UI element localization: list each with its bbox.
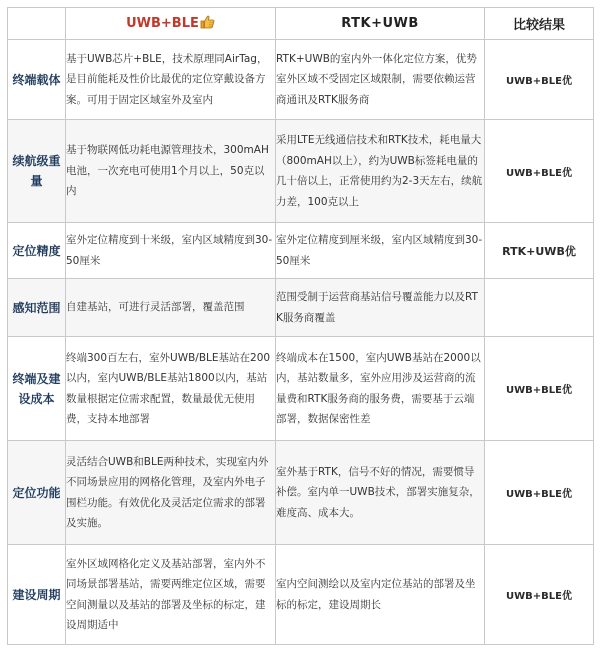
- result-cell: UWB+BLE优: [485, 337, 594, 441]
- header-result-label: 比较结果: [512, 18, 565, 33]
- table-row: [8, 441, 594, 545]
- rtk-cell: 室外基于RTK，信号不好的情况，需要惯导补偿。室内单一UWB技术，部署实施复杂，难度高、成本大。: [276, 441, 485, 545]
- uwb-cell: 基于UWB芯片+BLE，技术原理同AirTag，是目前能耗及性价比最优的定位穿戴设备方案。可用于固定区域室外及室内: [66, 40, 276, 120]
- rtk-cell: 采用LTE无线通信技术和RTK技术，耗电量大（800mAH以上），约为UWB标签耗电量的几十倍以上，正常使用约为2-3天左右，续航力差，100克以上: [276, 120, 485, 223]
- row-label: 感知范围: [8, 279, 66, 337]
- result-cell: RTK+UWB优: [485, 223, 594, 279]
- rtk-cell: RTK+UWB的室内外一体化定位方案，优势室外区域不受固定区域限制，需要依赖运营商通讯及RTK服务商: [276, 40, 485, 120]
- rtk-cell: 室外定位精度到厘米级，室内区域精度到30-50厘米: [276, 223, 485, 279]
- uwb-cell: 基于物联网低功耗电源管理技术，300mAH电池，一次充电可使用1个月以上，50克以内: [66, 120, 276, 223]
- uwb-cell: 灵活结合UWB和BLE两种技术，实现室内外不同场景应用的网格化管理，及室内外电子围栏功能。有效优化及灵活定位需求的部署及实施。: [66, 441, 276, 545]
- table-row: [8, 279, 594, 337]
- result-cell: [485, 279, 594, 337]
- header-uwb-label: UWB+BLE: [126, 15, 199, 31]
- header-rtk-uwb: [276, 8, 485, 40]
- comparison-table: [7, 7, 594, 645]
- row-label: 终端及建设成本: [8, 337, 66, 441]
- rtk-cell: 终端成本在1500，室内UWB基站在2000以内，基站数量多，室外应用涉及运营商的流量费和RTK服务商的服务费，需要基于云端部署，数据保密性差: [276, 337, 485, 441]
- header-result: [485, 8, 594, 40]
- rtk-cell: 范围受制于运营商基站信号覆盖能力以及RTK服务商覆盖: [276, 279, 485, 337]
- result-cell: UWB+BLE优: [485, 545, 594, 645]
- table-row: [8, 337, 594, 441]
- row-label: 定位精度: [8, 223, 66, 279]
- rtk-cell: 室内空间测绘以及室内定位基站的部署及坐标的标定，建设周期长: [276, 545, 485, 645]
- table-row: [8, 223, 594, 279]
- row-label: 终端载体: [8, 40, 66, 120]
- header-row: [8, 8, 594, 40]
- row-label: 续航级重量: [8, 120, 66, 223]
- uwb-cell: 室外区域网格化定义及基站部署，室内外不同场景部署基站，需要两维定位区域，需要空间测量以及基站的部署及坐标的标定，建设周期适中: [66, 545, 276, 645]
- header-uwb-ble: [66, 8, 276, 40]
- uwb-cell: 自建基站，可进行灵活部署，覆盖范围: [66, 279, 276, 337]
- result-cell: UWB+BLE优: [485, 120, 594, 223]
- uwb-cell: 终端300百左右，室外UWB/BLE基站在200以内，室内UWB/BLE基站1800以内，基站数量根据定位需求配置，数量最优无使用费，支持本地部署: [66, 337, 276, 441]
- header-empty-cell: [8, 8, 66, 40]
- thumbs-up-icon: [200, 15, 215, 33]
- result-cell: UWB+BLE优: [485, 40, 594, 120]
- header-rtk-label: RTK+UWB: [341, 16, 419, 31]
- uwb-cell: 室外定位精度到十米级，室内区域精度到30-50厘米: [66, 223, 276, 279]
- row-label: 定位功能: [8, 441, 66, 545]
- row-label: 建设周期: [8, 545, 66, 645]
- table-row: [8, 40, 594, 120]
- result-cell: UWB+BLE优: [485, 441, 594, 545]
- table-row: [8, 120, 594, 223]
- table-row: [8, 545, 594, 645]
